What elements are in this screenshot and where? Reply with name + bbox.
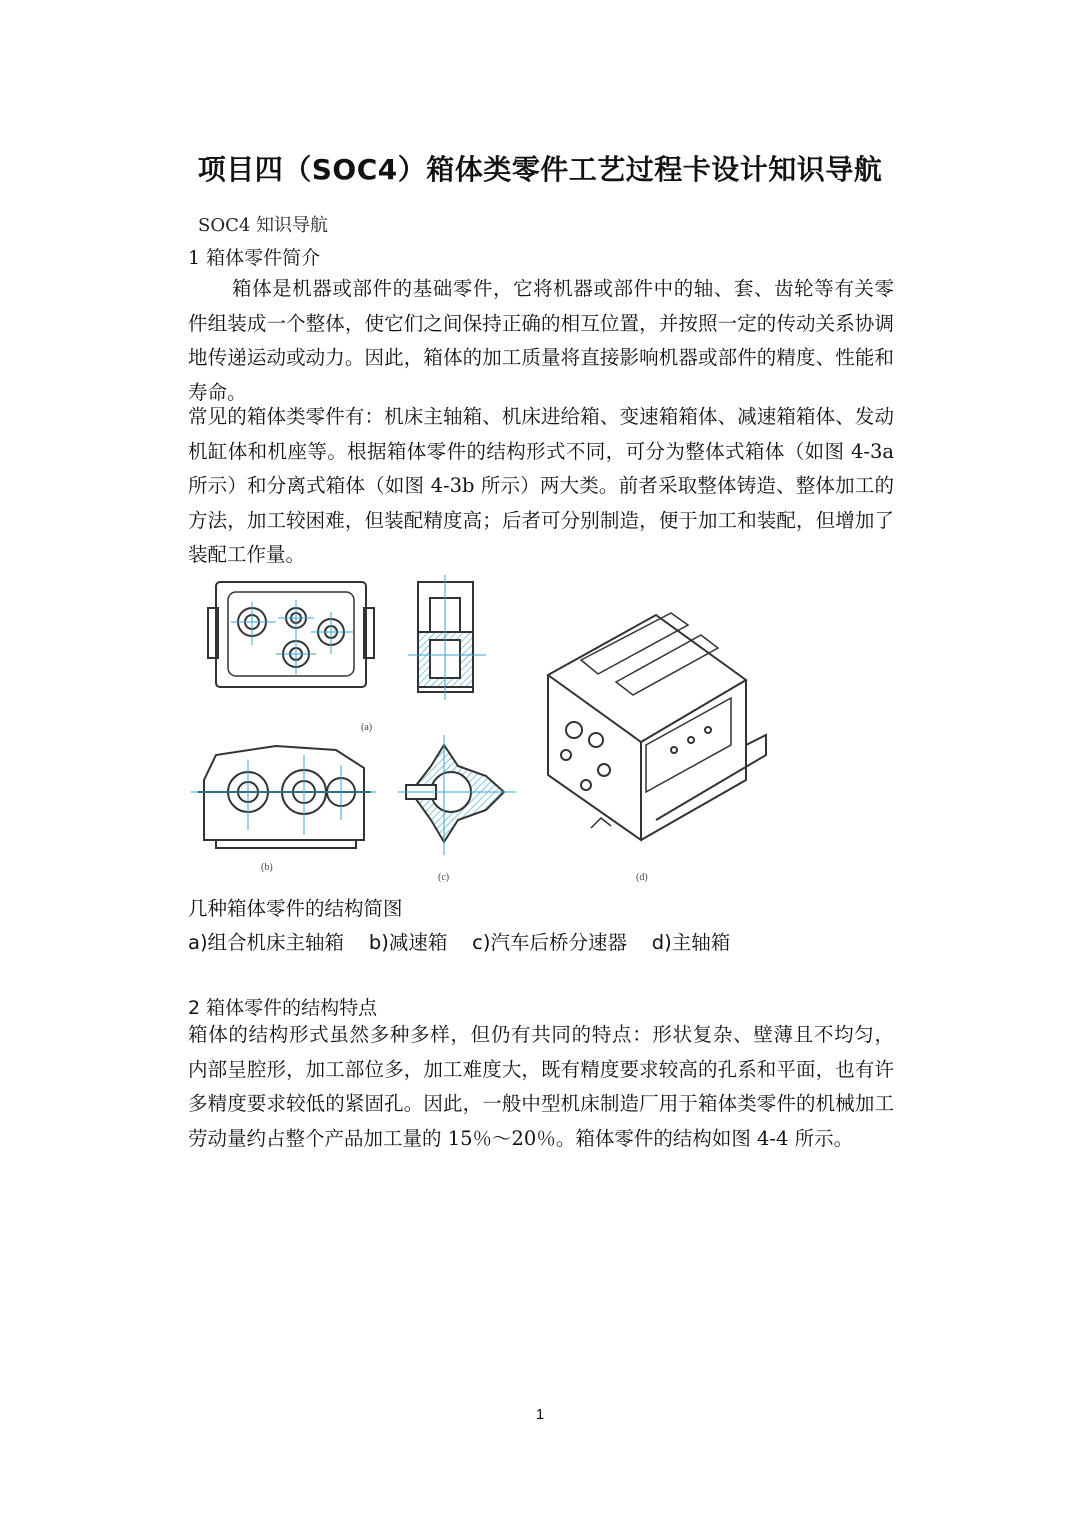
figure-label-b: (b) (261, 862, 273, 873)
page-number: 1 (535, 1406, 545, 1423)
section2-heading: 2 箱体零件的结构特点 (188, 997, 378, 1019)
section1-paragraph2: 常见的箱体类零件有：机床主轴箱、机床进给箱、变速箱箱体、减速箱箱体、发动机缸体和机座等。根据箱体零件的结构形式不同，可分为整体式箱体（如图 4-3a 所示）和分离式箱体（如图 4-3b 所示）两大类。前者采取整体铸造、整体加工的方法，加工较困难，但装配精度高；后者可分别制造，便于加工和装配，但增加了装配工作量。 (188, 405, 894, 566)
subtitle: SOC4 知识导航 (198, 215, 329, 236)
figure-c-differential (406, 745, 504, 842)
figure-d-spindle-box-isometric (548, 613, 766, 840)
figure-label-c: (c) (438, 872, 450, 883)
figure-caption-items: a)组合机床主轴箱 b)减速箱 c)汽车后桥分速器 d)主轴箱 (188, 931, 731, 954)
page-title: 项目四（SOC4）箱体类零件工艺过程卡设计知识导航 (197, 153, 883, 186)
figure-a-front-view (208, 582, 374, 687)
section1-paragraph1: 箱体是机器或部件的基础零件，它将机器或部件中的轴、套、齿轮等有关零件组装成一个整体，使它们之间保持正确的相互位置，并按照一定的传动关系协调地传递运动或动力。因此，箱体的加工质量将直接影响机器或部件的精度、性能和寿命。 (188, 277, 894, 404)
section2-paragraph: 箱体的结构形式虽然多种多样，但仍有共同的特点：形状复杂、壁薄且不均匀， 内部呈腔形，加工部位多，加工难度大，既有精度要求较高的孔系和平面，也有许多精度要求较低的紧固孔。因此，一般中型机床制造厂用于箱体类零件的机械加工劳动量约占整个产品加工量的 15％～20％。箱体零件的结构如图 4-4 所示。 (188, 1023, 894, 1150)
figure-label-d: (d) (636, 872, 648, 883)
figure-caption-title: 几种箱体零件的结构简图 (188, 897, 403, 920)
figure-b-reducer (198, 746, 371, 848)
box-parts-figure (186, 570, 776, 885)
figure-label-a: (a) (361, 722, 373, 733)
figure-b-centerlines (191, 755, 376, 835)
section1-heading: 1 箱体零件简介 (188, 247, 321, 269)
